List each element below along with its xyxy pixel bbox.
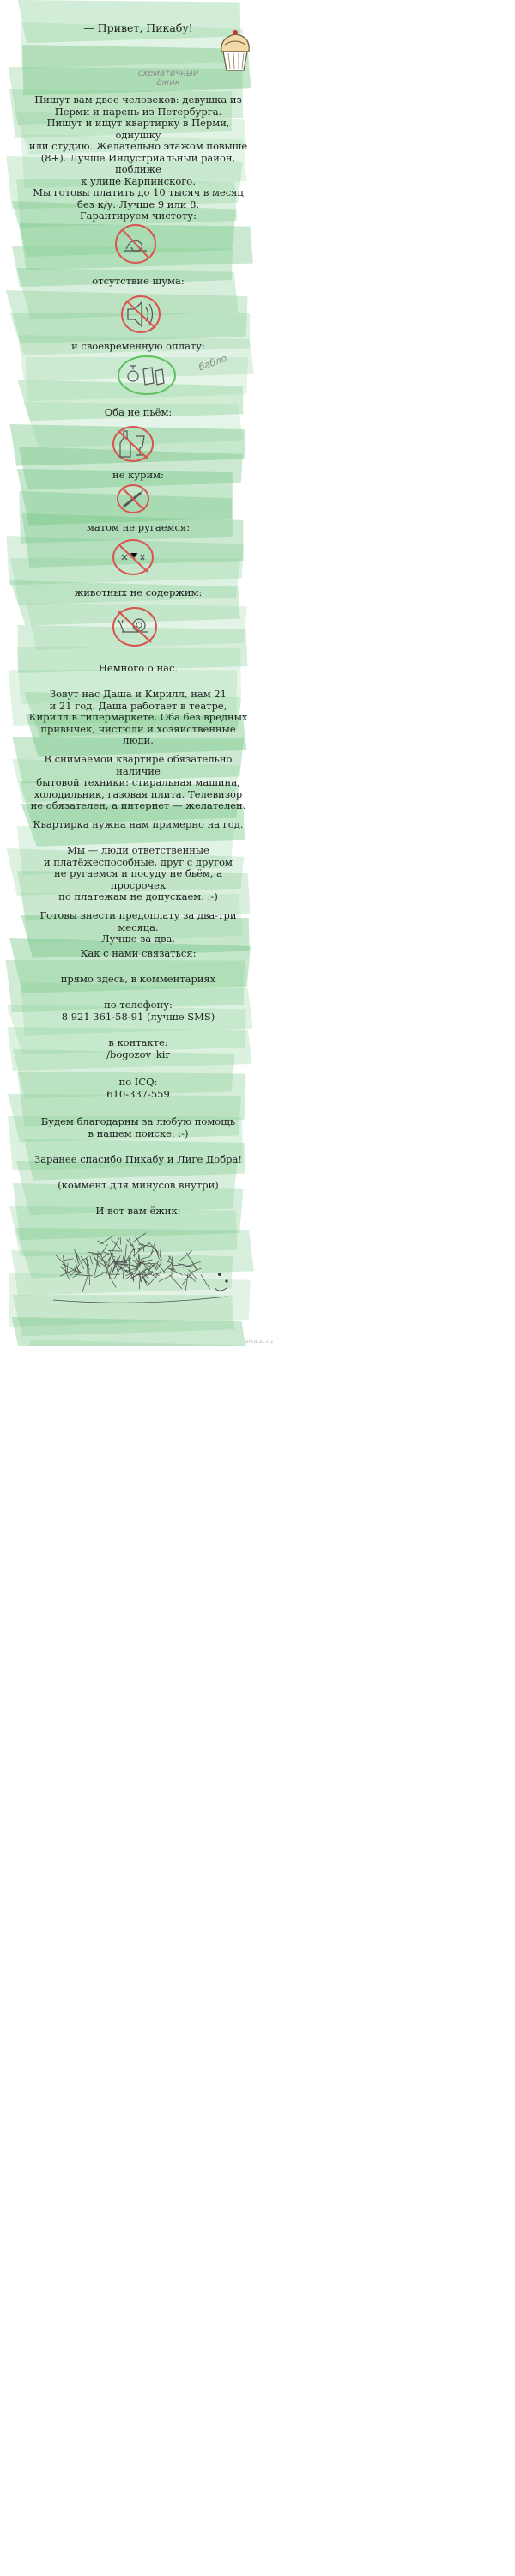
hedgehog-spike: [167, 1268, 183, 1276]
hedgehog-spike: [112, 1264, 115, 1273]
hedgehog-spike: [92, 1253, 100, 1268]
doodle-caption: схематичный ёжик: [137, 69, 199, 88]
hedgehog-spike: [170, 1275, 183, 1289]
appliances-text: В снимаемой квартире обязательно наличие бытовой техники: стиральная машина, холодильник, газовая плита. Телевизор не обязателен, а интернет — желателен.: [30, 753, 246, 811]
no-bottle-icon: [110, 424, 156, 464]
greeting-heading: — Привет, Пикабу!: [83, 21, 193, 34]
contact-icq: по ICQ: 610-337-559: [106, 1076, 170, 1100]
thanks-pikabu-text: Заранее спасибо Пикабу и Лиге Добра!: [34, 1153, 242, 1165]
hedgehog-spike: [155, 1249, 161, 1256]
responsible-text: Мы — люди ответственные и платёжеспособные, друг с другом не ругаемся и посуду не бьём, а просрочек по платежам не допускаем. :-): [43, 844, 233, 902]
hedgehog-spike: [94, 1274, 103, 1278]
no-snail-icon: [112, 222, 159, 266]
no-drinking-label: Оба не пьём:: [104, 406, 173, 418]
no-animals-snail-icon: [110, 605, 160, 649]
hedgehog-spike: [75, 1274, 93, 1276]
thanks-text: Будем благодарны за любую помощь в нашем поиске. :-): [40, 1115, 236, 1139]
hedgehog-spike: [108, 1251, 122, 1252]
hedgehog-spike: [179, 1250, 193, 1261]
intro-text: Пишут вам двое человеков: девушка из Перми и парень из Петербурга. Пишут и ищут квартирку в Перми, однушку или студию. Желательно этажом повыше (8+). Лучше Индустриальный район, поближе к улице Карпинского. Мы готовы платить до 10 тысяч в месяц без к/у. Лучше 9 или 8. Гарантируем чистоту:: [28, 94, 248, 222]
about-heading: Немного о нас.: [98, 662, 179, 674]
minus-comment-text: (коммент для минусов внутри): [58, 1179, 219, 1191]
page: [0, 0, 276, 1346]
hedgehog-spike: [83, 1256, 89, 1261]
hedgehog-spike: [201, 1274, 210, 1289]
hedgehog-spike: [149, 1271, 161, 1285]
hedgehog-spike: [120, 1237, 121, 1244]
hedgehog-spike: [184, 1261, 201, 1267]
hedgehog-spike: [159, 1275, 172, 1282]
watermark: pikabu.ru: [244, 1338, 273, 1345]
hedgehog-scribble-icon: [43, 1226, 240, 1308]
hedgehog-spike: [123, 1255, 124, 1262]
hedgehog-spike: [102, 1253, 109, 1259]
hedgehog-spike: [142, 1257, 149, 1259]
hedgehog-spike: [129, 1258, 130, 1274]
prepay-text: Готовы внести предоплату за два-три месяца. Лучше за два.: [39, 909, 237, 945]
hedgehog-spike: [63, 1259, 74, 1261]
timely-payment-label: и своевременную оплату:: [71, 340, 205, 352]
hedgehog-spike: [112, 1240, 122, 1250]
about-us-text: Зовут нас Даша и Кирилл, нам 21 и 21 год. Даша работает в театре, Кирилл в гипермаркете. Оба без вредных привычек, чистюли и хозяйственные люди.: [28, 688, 248, 746]
duration-text: Квартирка нужна нам примерно на год.: [33, 818, 244, 830]
hedgehog-spike: [132, 1233, 146, 1242]
no-animals-label: животных не содержим:: [74, 586, 203, 598]
contact-vk: в контакте: /bogozov_kir: [106, 1036, 170, 1060]
hedgehog-spike: [73, 1273, 79, 1278]
contact-phone: по телефону: 8 921 361-58-91 (лучше SMS): [61, 999, 215, 1023]
hedgehog-spike: [56, 1255, 68, 1267]
no-cigarette-icon: [115, 483, 151, 515]
hedgehog-spike: [87, 1259, 88, 1274]
cupcake-doodle-icon: [216, 26, 254, 76]
hedgehog-spike: [94, 1262, 98, 1276]
hedgehog-spike: [81, 1256, 90, 1270]
contact-comments: прямо здесь, в комментариях: [60, 973, 216, 985]
no-smoking-label: не курим:: [112, 469, 164, 481]
hedgehog-spike: [189, 1274, 195, 1282]
no-speaker-icon: [118, 292, 164, 337]
hedgehog-spike: [191, 1260, 197, 1270]
hedgehog-spike: [62, 1264, 78, 1273]
hedgehog-spike: [89, 1270, 90, 1285]
money-ok-icon: [116, 354, 179, 397]
hedgehog-spike: [82, 1276, 88, 1293]
no-noise-label: отсутствие шума:: [92, 275, 185, 287]
hedgehog-spike: [90, 1255, 93, 1264]
no-swearing-label: матом не ругаемся:: [86, 521, 191, 533]
hedgehog-spike: [160, 1249, 161, 1258]
hedgehog-spike: [138, 1254, 139, 1261]
hedgehog-spike: [151, 1241, 155, 1255]
hedgehog-spike: [114, 1267, 121, 1279]
hedgehog-spike: [149, 1251, 154, 1258]
hedgehog-ground: [53, 1297, 227, 1303]
money-doodle-label: бабло: [197, 352, 229, 374]
hedgehog-spike: [67, 1263, 68, 1273]
hedgehog-spike: [157, 1263, 166, 1273]
hedgehog-intro-text: И вот вам ёжик:: [95, 1205, 181, 1217]
contact-heading: Как с нами связаться:: [80, 947, 197, 959]
no-swearing-icon: [110, 538, 156, 577]
